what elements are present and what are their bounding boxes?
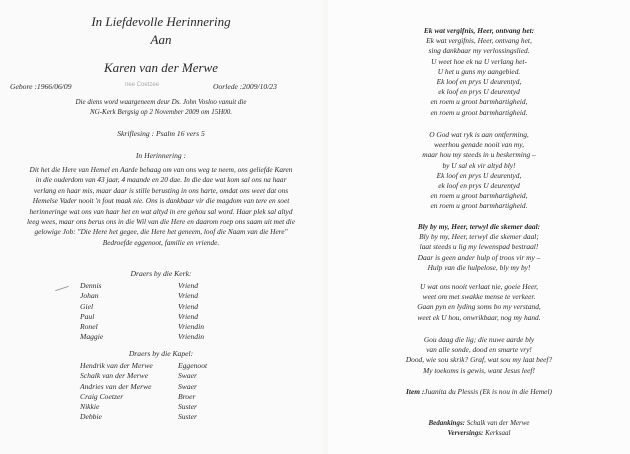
title: In Liefdevolle Herinnering [91, 14, 231, 29]
poem-line: U weet hoe ek na U verlang het- [431, 56, 527, 66]
bearer-relation: Swaer [178, 381, 197, 391]
bearer-row [80, 332, 204, 342]
right-page [328, 0, 630, 454]
memorial-line: herinneringe wat ons van haar het en wat altyd in ere gehou sal word. Haar plek sal altyd [29, 206, 293, 216]
bearer-relation: Vriend [178, 281, 199, 290]
bearer-relation: Vriendin [178, 332, 205, 342]
bearer-relation: Vriendin [178, 322, 205, 332]
bearer-row [80, 361, 207, 371]
bearer-row [80, 312, 204, 322]
bearer-row [80, 291, 204, 301]
item-text: Juanita du Plessis (Ek is nou in die Hemel) [424, 387, 552, 396]
bearer-relation: Suster [178, 402, 197, 412]
poem-line: Bly by my, Heer, terwyl die skemer daal; [419, 232, 539, 242]
poem-line: U wat ons nooit verlaat nie, goeie Heer, [419, 282, 539, 291]
bearer-name: Maggie [80, 332, 104, 342]
stanza-1 [328, 26, 630, 118]
memorial-signoff: Bedroefde eggenoot, familie en vriende. [102, 237, 220, 247]
poem-line: My toekoms is gewis, want Jesus leef! [423, 365, 535, 375]
poem-line: U het u guns my aangebied. [437, 66, 521, 76]
poem-line: Dood, wie sou skrik? Graf, wat sou my laat beef? [405, 355, 553, 365]
item-line [328, 387, 630, 397]
birth-date: Gebore :1966/06/09 [10, 82, 72, 91]
bearer-name: Andries van der Merwe [80, 381, 152, 391]
memorial-line: verlang en haar mis, maar daar is stille berusting in ons harte, omdat ons weet dat ons [33, 185, 289, 195]
poem-line: laat steeds u lig my lewenspad bestraal! [419, 242, 539, 252]
poem-line: Ek wat vergifnis, Heer, ontvang het, [426, 36, 532, 46]
thanks-label: Bedankings: [428, 419, 465, 427]
bearer-name: Craig Coetzer [80, 391, 124, 401]
chapel-bearers-heading: Draers by die Kapel: [128, 349, 194, 358]
bearer-name: Schalk van der Merwe [80, 371, 149, 381]
thanks-line [328, 418, 630, 428]
poem-line: en roem u groot barmhartigheid, [430, 191, 528, 201]
chapel-bearers-list [80, 361, 207, 423]
refreshments-label: Verversings: [447, 429, 484, 437]
poem-line: weet om met swakke mense te verkeer. [422, 292, 536, 302]
bearer-row [80, 322, 204, 332]
service-line-1: Die diens word waargeneem deur Ds. John Vosloo vanuit die [75, 98, 247, 106]
deceased-name: Karen van der Merwe [104, 60, 218, 75]
bearer-relation: Eggenoot [178, 361, 208, 370]
poem-line: Gaan pyn en lyding soms bo my verstand, [417, 302, 541, 312]
poem-line: O God wat ryk is aan ontferming, [429, 130, 529, 139]
poem-line: Ek loof en prys U deurentyd, [436, 170, 522, 180]
poem-line: ek loof en prys U deurentyd [438, 180, 520, 190]
bearer-relation: Vriend [178, 301, 199, 311]
stanza-5 [328, 335, 630, 376]
bearer-row [80, 281, 204, 291]
bearer-name: Ronel [80, 322, 98, 332]
memorial-paragraph [4, 165, 318, 248]
item-label: Item : [406, 387, 425, 396]
bearer-relation: Swaer [178, 371, 197, 381]
poem-line: Gou daag die lig; die nuwe aarde bly [423, 335, 535, 344]
poem-line: by U sal ek vir altyd bly! [442, 160, 516, 170]
church-bearers-list [80, 281, 204, 343]
bearer-row [80, 392, 207, 402]
poem-line: maar hou my steeds in u beskerming – [422, 150, 536, 160]
bearer-row [80, 402, 207, 412]
scripture: Skriflesing : Psalm 16 vers 5 [117, 129, 205, 138]
refreshments-line [328, 428, 630, 438]
poem-line: ek loof en prys U deurentyd [438, 87, 520, 97]
memorial-line: Dit het die Here van Hemel en Aarde behaag om van ons weg te neem, ons geliefde Karen [29, 165, 293, 174]
bearer-name: Giel [80, 301, 94, 311]
bearer-name: Debbie [80, 412, 102, 422]
bearer-row [80, 382, 207, 392]
bearer-name: Dennis [80, 281, 102, 290]
memorial-heading: In Herinnering : [135, 151, 187, 160]
poem-line: weerhou genade nooit van my, [434, 140, 524, 150]
bearer-relation: Vriend [178, 291, 199, 301]
poem-line: en roem u groot barmhartigheid, [430, 97, 528, 107]
refreshments-text: Kerksaal [485, 429, 511, 437]
stanza-heading: Ek wat vergifnis, Heer, ontvang het: [423, 26, 535, 35]
poem-line: sing dankbaar my verlossingslied. [428, 46, 530, 56]
stanza-2 [328, 130, 630, 212]
handwritten-note: nee Coetzee [125, 82, 160, 88]
bearer-name: Johan [80, 291, 99, 301]
bearer-row [80, 371, 207, 381]
bearer-relation: Vriend [178, 311, 199, 321]
poem-line: Hulp van die hulpelose, bly my by! [427, 262, 531, 272]
pen-mark [55, 286, 69, 291]
memorial-line: Hemelse Vader nooit 'n fout maak nie. Ons is dankbaar vir die magdom van tere en soet [32, 196, 290, 206]
poem-line: en roem u groot barmhartigheid. [430, 201, 528, 211]
church-bearers-heading: Draers by die Kerk: [130, 269, 192, 278]
death-date: Oorlede :2009/10/23 [213, 82, 277, 91]
bearer-name: Paul [80, 311, 95, 321]
poem-line: Daar is geen ander hulp of troos vir my – [417, 252, 541, 262]
poem-line: van alle sonde, dood en smarte vry! [426, 345, 532, 355]
memorial-line: leeg wees, maar ons berus ons in die Wil van die Here en daarom roep ons saam uit met die [27, 216, 295, 226]
memorial-line: in die ouderdom van 43 jaar, 4 maande en 20 dae. In die dae wat kom sal ons na haar [35, 175, 287, 185]
poem-line: weet ek U hou, onwrikbaar, nog my hand. [417, 312, 541, 322]
title-aan: Aan [150, 32, 172, 47]
thanks-text: Schalk van der Merwe [466, 419, 530, 427]
bearer-name: Hendrik van der Merwe [80, 361, 153, 370]
service-line-2: NG-Kerk Bergsig op 2 November 2009 om 15H00. [89, 108, 233, 116]
bearer-row [80, 412, 207, 422]
bearer-row [80, 302, 204, 312]
bearer-relation: Broer [178, 391, 196, 401]
bearer-name: Nikkie [80, 402, 100, 412]
stanza-3 [328, 222, 630, 273]
stanza-4 [328, 282, 630, 323]
stanza-heading: Bly by my, Heer, terwyl die skemer daal: [417, 222, 541, 231]
poem-line: en roem u groot barmhartigheid. [430, 107, 528, 117]
poem-line: Ek loof en prys U deurentyd, [436, 76, 522, 86]
memorial-line: gelowige Job: "Die Here het gegee, die Here het geneem, loof die Naam van die Here" [34, 227, 288, 237]
bearer-relation: Suster [178, 412, 197, 422]
